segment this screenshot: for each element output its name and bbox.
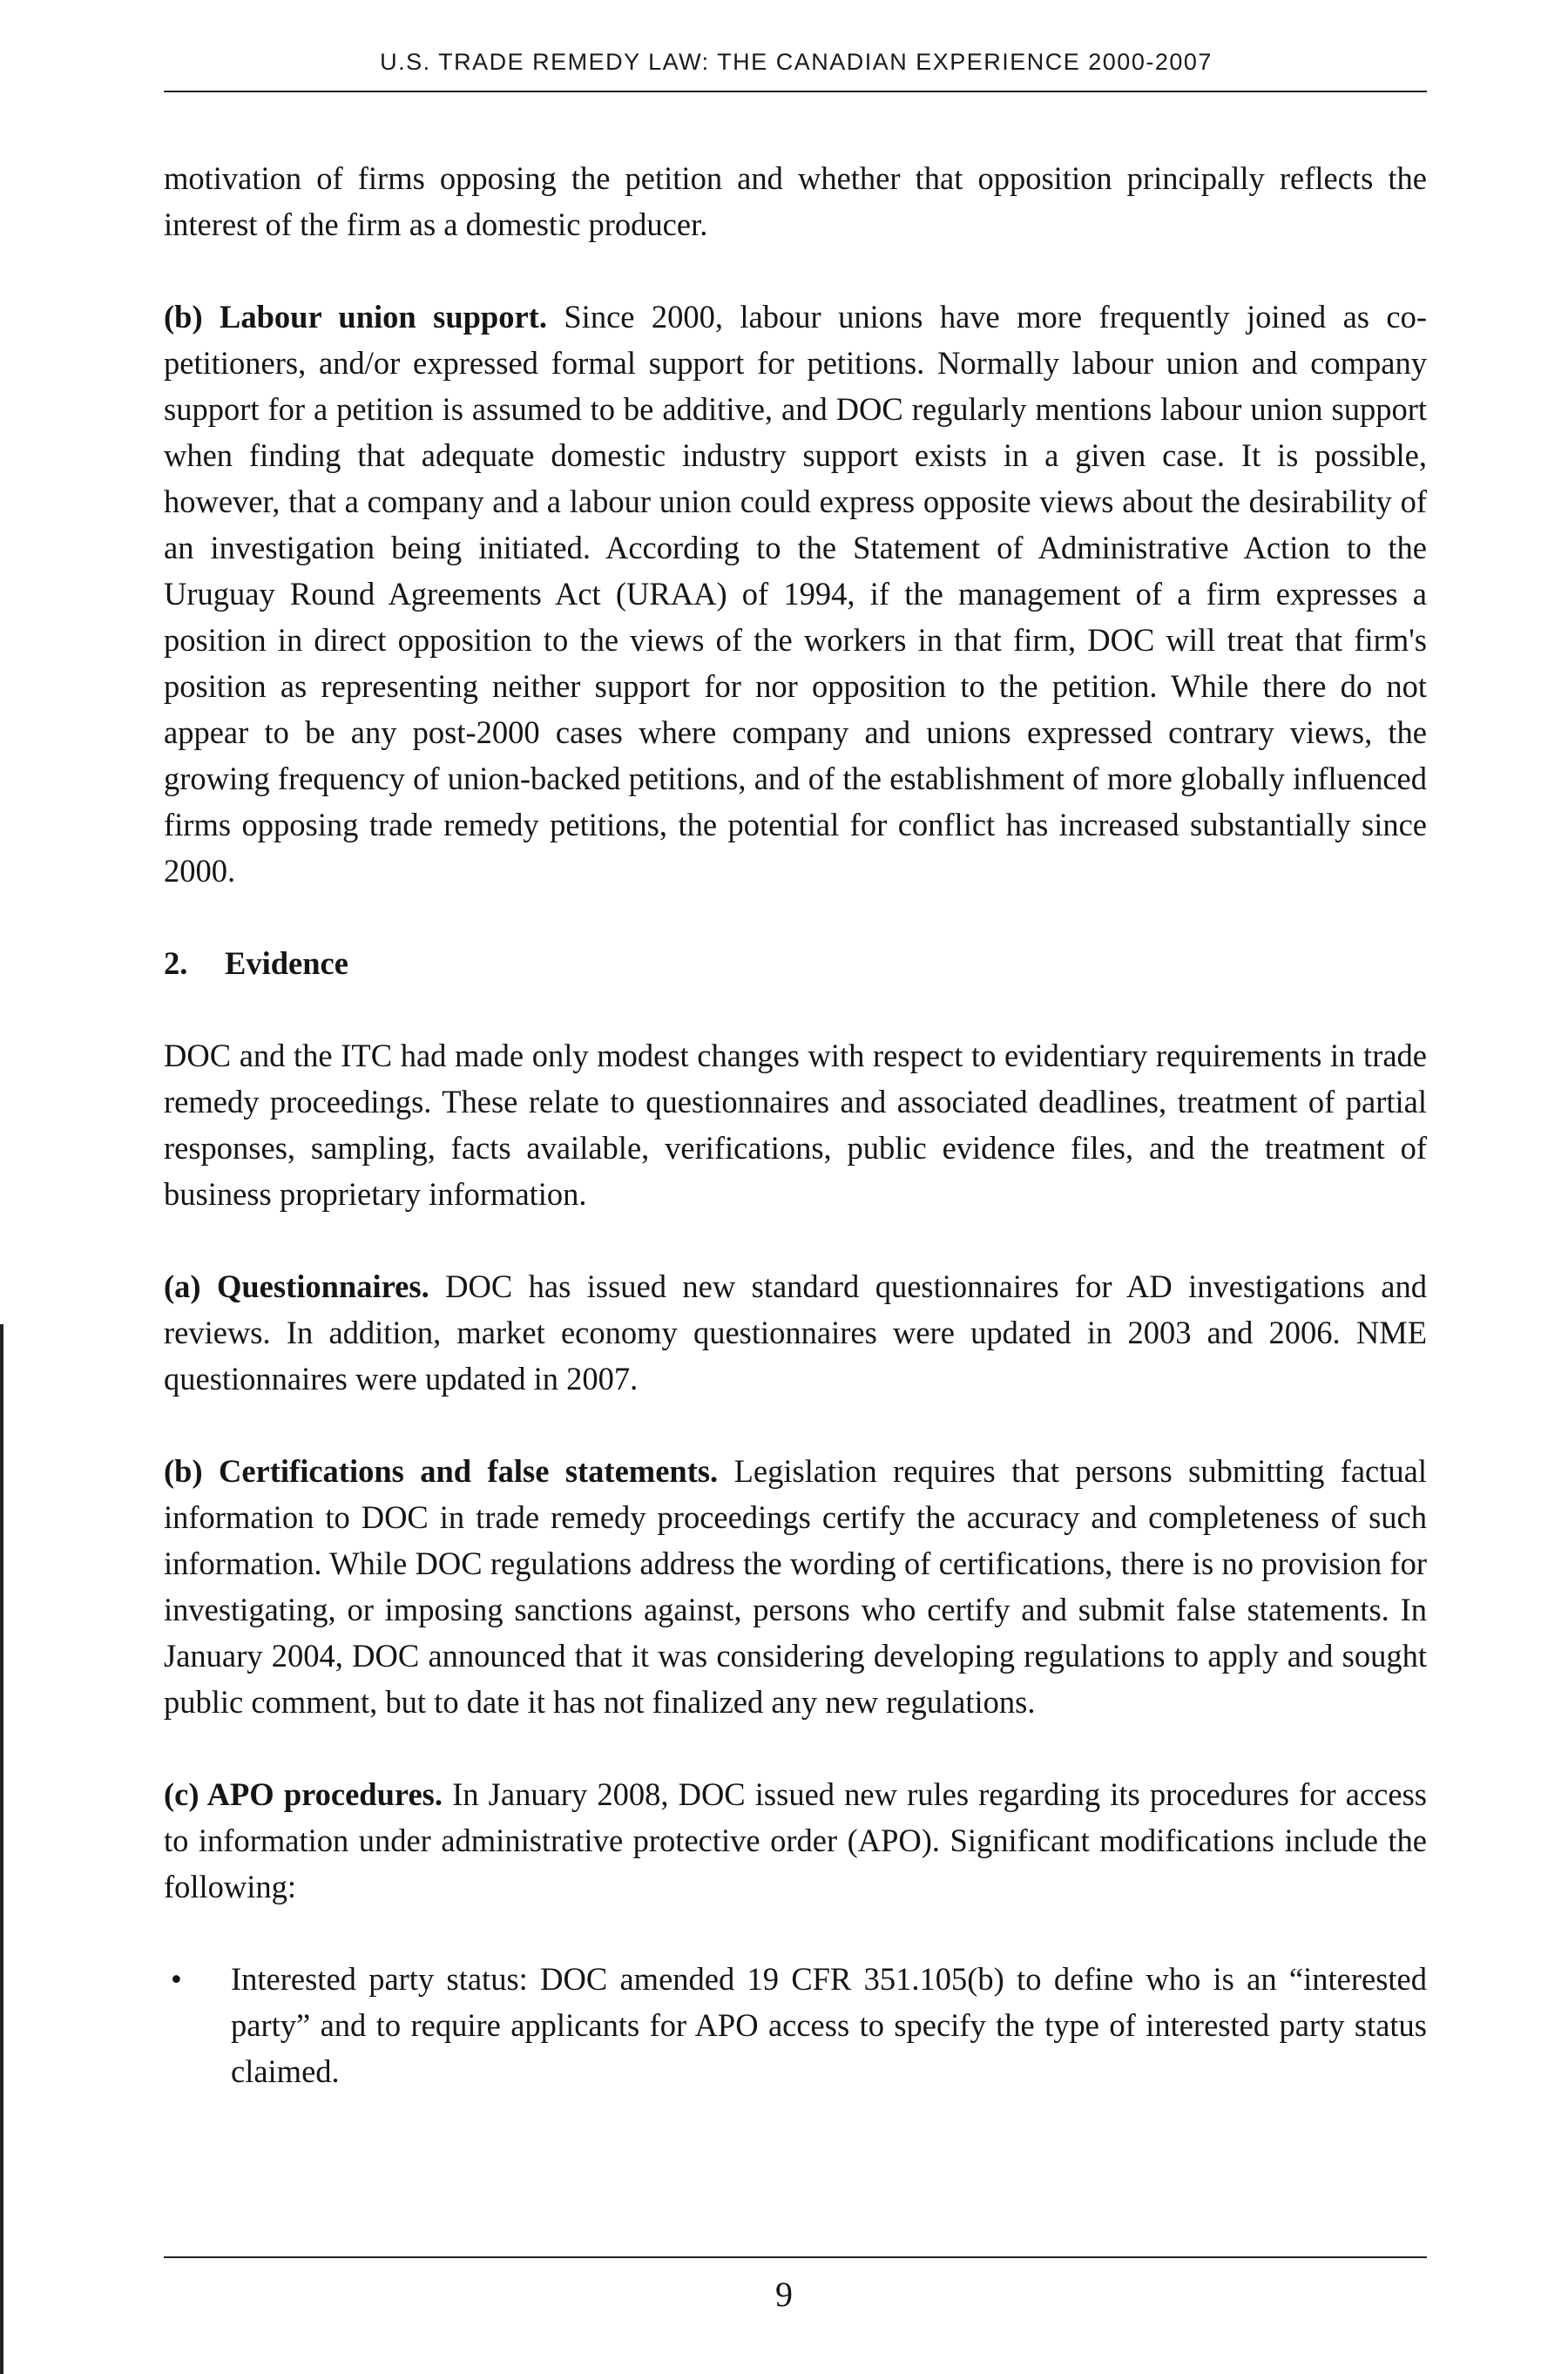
header-rule bbox=[164, 91, 1427, 92]
questionnaires-text: DOC has issued new standard questionnaires for AD investigations and reviews. In addition, market economy questionnaires were updated in 2003 and 2006. NME questionnaires were updated in 2007. bbox=[164, 1268, 1428, 1397]
page-content bbox=[164, 155, 1427, 2094]
apo-text: In January 2008, DOC issued new rules regarding its procedures for access to information under administrative protective order (APO). Significant modifications include the following: bbox=[164, 1776, 1427, 1904]
section-title: Evidence bbox=[225, 945, 348, 981]
section-number: 2. bbox=[164, 945, 188, 981]
labour-union-label: (b) Labour union support. bbox=[164, 299, 547, 335]
labour-union-paragraph bbox=[164, 294, 1427, 894]
footer-rule bbox=[164, 2256, 1427, 2258]
certifications-text: Legislation requires that persons submitting factual information to DOC in trade remedy proceedings certify the accuracy and completeness of such information. While DOC regulations address the wording of certifications, there is no provision for investigating, or imposing sanctions against, persons who certify and submit false statements. In January 2004, DOC announced that it was considering developing regulations to apply and sought public comment, but to date it has not finalized any new regulations. bbox=[164, 1453, 1427, 1720]
section-heading-evidence bbox=[164, 940, 1427, 986]
running-header: U.S. TRADE REMEDY LAW: THE CANADIAN EXPERIENCE 2000-2007 bbox=[380, 49, 1213, 75]
list-item bbox=[164, 1956, 1427, 2094]
questionnaires-paragraph bbox=[164, 1263, 1427, 1402]
scan-edge-shadow bbox=[0, 1324, 3, 2374]
certifications-label: (b) Certifications and false statements. bbox=[164, 1453, 719, 1489]
questionnaires-label: (a) Questionnaires. bbox=[164, 1268, 429, 1304]
evidence-paragraph: DOC and the ITC had made only modest changes with respect to evidentiary requirements in trade remedy proceedings. These relate to questionnaires and associated deadlines, treatment of partial responses, sampling, facts available, verifications, public evidence files, and the treatment of business proprietary information. bbox=[164, 1038, 1427, 1212]
bullet-text: Interested party status: DOC amended 19 CFR 351.105(b) to define who is an “interested party” and to require applicants for APO access to specify the type of interested party status claimed. bbox=[231, 1961, 1427, 2089]
certifications-paragraph bbox=[164, 1448, 1427, 1725]
apo-label: (c) APO procedures. bbox=[164, 1776, 443, 1812]
intro-paragraph: motivation of firms opposing the petition and whether that opposition principally reflects the interest of the firm as a domestic producer. bbox=[164, 160, 1427, 242]
page-number: 9 bbox=[775, 2275, 793, 2314]
apo-modifications-list bbox=[164, 1956, 1427, 2094]
apo-paragraph bbox=[164, 1771, 1427, 1910]
bullet-marker: • bbox=[171, 1961, 182, 1997]
labour-union-text: Since 2000, labour unions have more frequently joined as co-petitioners, and/or expressed formal support for petitions. Normally labour union and company support for a petition is assumed to be additive, and DOC regularly mentions labour union support when finding that adequate domestic industry support exists in a given case. It is possible, however, that a company and a labour union could express opposite views about the desirability of an investigation being initiated. According to the Statement of Administrative Action to the Uruguay Round Agreements Act (URAA) of 1994, if the management of a firm expresses a position in direct opposition to the views of the workers in that firm, DOC will treat that firm's position as representing neither support for nor opposition to the petition. While there do not appear to be any post-2000 cases where company and unions expressed contrary views, the growing frequency of union-backed petitions, and of the establishment of more globally influenced firms opposing trade remedy petitions, the potential for conflict has increased substantially since 2000. bbox=[164, 299, 1428, 889]
